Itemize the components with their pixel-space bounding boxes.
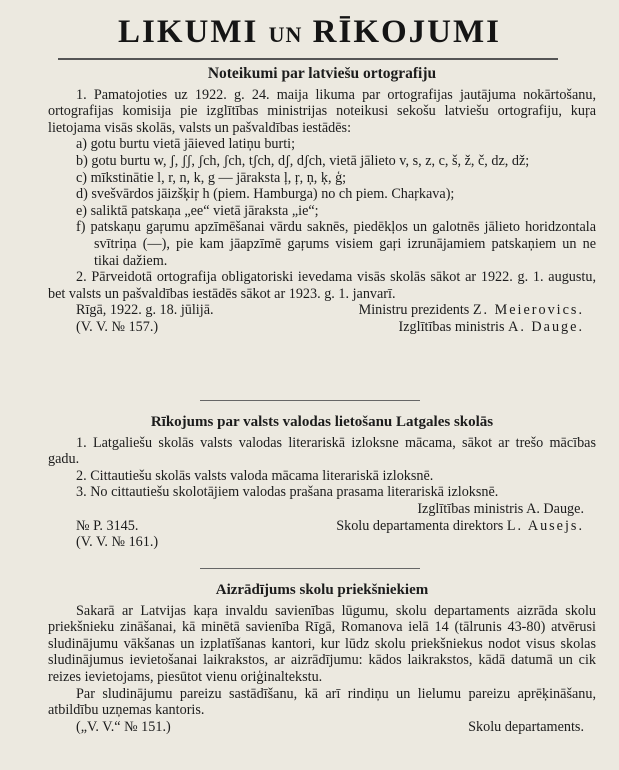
masthead bbox=[0, 14, 619, 51]
section-divider bbox=[200, 568, 420, 569]
source-reference: („V. V.“ № 151.) bbox=[76, 718, 171, 735]
masthead-rule bbox=[58, 58, 558, 60]
document-number: № P. 3145. bbox=[76, 517, 139, 534]
place-date: Rīgā, 1922. g. 18. jūlijā. bbox=[76, 302, 214, 319]
signature-row bbox=[48, 302, 596, 335]
list-item: 2. Cittautiešu skolās valsts valoda mācama literariskā izloksnē. bbox=[76, 467, 434, 484]
signature-prime-minister: Ministru prezidents Z. Meierovics. bbox=[358, 302, 584, 319]
source-reference: (V. V. № 157.) bbox=[76, 318, 159, 335]
paragraph: Sakarā ar Latvijas kaŗa invaldu savienības lūgumu, skolu departaments aizrāda skolu priekšnieku zināšanai, kā minētā savienība Rīgā, Romanova ielā 14 (tālrunis 43-80) atvērusi sludinājumu vākšanas un izplatīšanas kantori, kur lūdz skolu priekšniekus nodot visus skolas sludinājumus ievietošanai laikrakstos, ar aizrādījumu: kādos laikrakstos, kādā datumā un cik reizes ievietojams, piesūtot vienu oriģinaltekstu. bbox=[48, 602, 596, 685]
signature-row bbox=[48, 501, 596, 551]
rules-list bbox=[76, 136, 596, 269]
masthead-word-likumi: LIKUMI bbox=[118, 14, 259, 50]
signature-department-director: Skolu departamenta direktors L. Ausejs. bbox=[336, 517, 584, 534]
list-item: 1. Latgaliešu skolās valsts valodas literariskā izloksne mācama, sākot ar trešo mācības gadu. bbox=[48, 434, 596, 468]
list-item: c) mīkstinātie l, r, n, k, g — jāraksta ļ, ŗ, ņ, ķ, ģ; bbox=[76, 169, 347, 186]
source-reference: (V. V. № 161.) bbox=[76, 534, 159, 551]
list-item: 3. No cittautiešu skolotājiem valodas prašana prasama literariskā izloksnē. bbox=[76, 484, 499, 501]
paragraph: 1. Pamatojoties uz 1922. g. 24. maija likuma par ortografijas jautājuma nokārtošanu, ortografijas komisija pie izglītības ministrijas noteikusi sekošu latviešu ortografiju, kuŗa lietojama visās skolās, valsts un pašvaldības iestādēs: bbox=[48, 86, 596, 136]
signature-education-minister: Izglītības ministris A. Dauge. bbox=[398, 318, 584, 335]
list-item: d) svešvārdos jāizšķiŗ h (piem. Hamburga) no ch piem. Chaŗkava); bbox=[76, 186, 455, 203]
section-divider bbox=[200, 400, 420, 401]
section-orthography-rules bbox=[48, 66, 596, 336]
masthead-word-un: UN bbox=[268, 22, 303, 47]
signature-school-department: Skolu departaments. bbox=[468, 718, 584, 735]
paragraph: Par sludinājumu pareizu sastādīšanu, kā arī rindiņu un lielumu pareizu aprēķināšanu, atbildību uzņemas kantoris. bbox=[48, 685, 596, 719]
masthead-word-rikojumi: RĪKOJUMI bbox=[312, 14, 501, 50]
section-notice-to-school-heads bbox=[48, 582, 596, 735]
signature-row bbox=[48, 719, 596, 736]
section-title: Rīkojums par valsts valodas lietošanu Latgales skolās bbox=[150, 414, 494, 430]
signature-education-minister: Izglītības ministris A. Dauge. bbox=[417, 500, 584, 517]
section-title: Noteikumi par latviešu ortografiju bbox=[207, 65, 437, 82]
list-item: e) saliktā patskaņa „ee“ vietā jāraksta „ie“; bbox=[76, 202, 319, 219]
list-item: b) gotu burtu w, ʃ, ʃʃ, ʃch, ʃch, tʃch, dʃ, dʃch, vietā jālieto v, s, z, c, š, ž, č, dz, dž; bbox=[76, 152, 530, 169]
list-item: f) patskaņu gaŗumu apzīmēšanai vārdu saknēs, piedēkļos un galotnēs jālieto horidzontala svītriņa (—), pie kam jāapzīmē gaŗums visiem gaŗi izrunājamiem patskaņiem un ne tikai dažiem. bbox=[76, 219, 596, 269]
paragraph: 2. Pārveidotā ortografija obligatoriski ievedama visās skolās sākot ar 1922. g. 1. augustu, bet valsts un pašvaldības iestādēs sākot ar 1923. g. 1. janvarī. bbox=[48, 269, 596, 302]
list-item: a) gotu burtu vietā jāieved latiņu burti; bbox=[76, 136, 296, 153]
section-state-language-order bbox=[48, 414, 596, 551]
section-title: Aizrādījums skolu priekšniekiem bbox=[215, 582, 429, 598]
